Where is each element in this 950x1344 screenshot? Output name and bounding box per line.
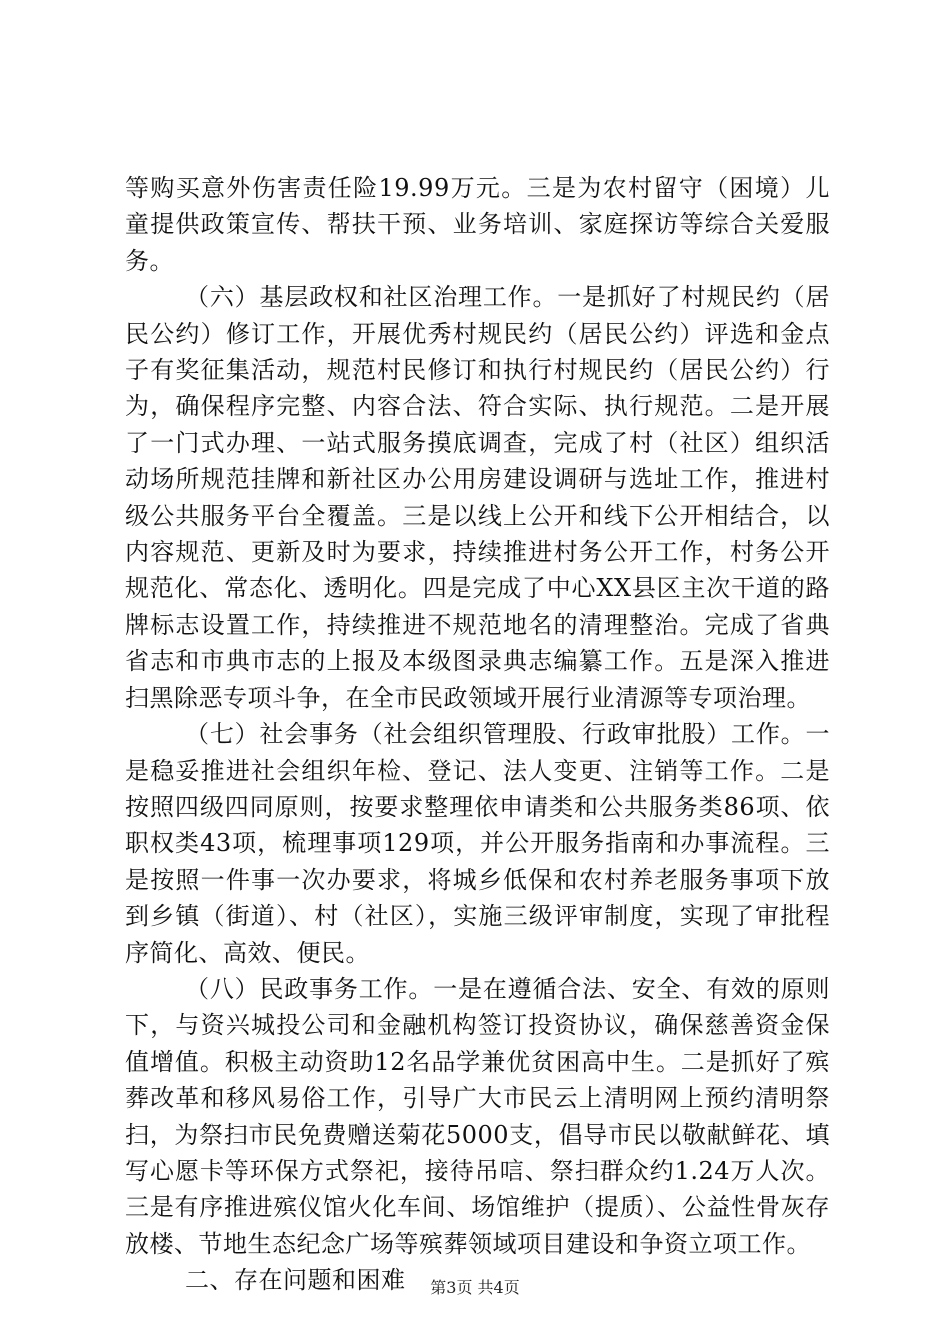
paragraph-section-8: （八）民政事务工作。一是在遵循合法、安全、有效的原则下，与资兴城投公司和金融机构签订投资协议，确保慈善资金保值增值。积极主动资助12名品学兼优贫困高中生。二是抓好了殡葬改革和移风易俗工作，引导广大市民云上清明网上预约清明祭扫，为祭扫市民免费赠送菊花5000支，倡导市民以敬献鲜花、填写心愿卡等环保方式祭祀，接待吊唁、祭扫群众约1.24万人次。三是有序推进殡仪馆火化车间、场馆维护（提质）、公益性骨灰存放楼、节地生态纪念广场等殡葬领域项目建设和争资立项工作。 [125,974,830,1258]
document-body [125,170,830,1299]
section-heading: 二、存在问题和困难 [185,1266,406,1295]
paragraph-section-6: （六）基层政权和社区治理工作。一是抓好了村规民约（居民公约）修订工作，开展优秀村规民约（居民公约）评选和金点子有奖征集活动，规范村民修订和执行村规民约（居民公约）行为，确保程序完整、内容合法、符合实际、执行规范。二是开展了一门式办理、一站式服务摸底调查，完成了村（社区）组织活动场所规范挂牌和新社区办公用房建设调研与选址工作，推进村级公共服务平台全覆盖。三是以线上公开和线下公开相结合，以内容规范、更新及时为要求，持续推进村务公开工作，村务公开规范化、常态化、透明化。四是完成了中心XX县区主次干道的路牌标志设置工作，持续推进不规范地名的清理整治。完成了省典省志和市典市志的上报及本级图录典志编纂工作。五是深入推进扫黑除恶专项斗争，在全市民政领域开展行业清源等专项治理。 [125,283,830,712]
paragraph-section-7: （七）社会事务（社会组织管理股、行政审批股）工作。一是稳妥推进社会组织年检、登记、法人变更、注销等工作。二是按照四级四同原则，按要求整理依申请类和公共服务类86项、依职权类43项，梳理事项129项，并公开服务指南和办事流程。三是按照一件事一次办要求，将城乡低保和农村养老服务事项下放到乡镇（街道）、村（社区），实施三级评审制度，实现了审批程序简化、高效、便民。 [125,720,830,967]
page-footer: 第3页 共4页 [430,1278,520,1297]
paragraph-continuation: 等购买意外伤害责任险19.99万元。三是为农村留守（困境）儿童提供政策宣传、帮扶干预、业务培训、家庭探访等综合关爱服务。 [125,174,830,275]
